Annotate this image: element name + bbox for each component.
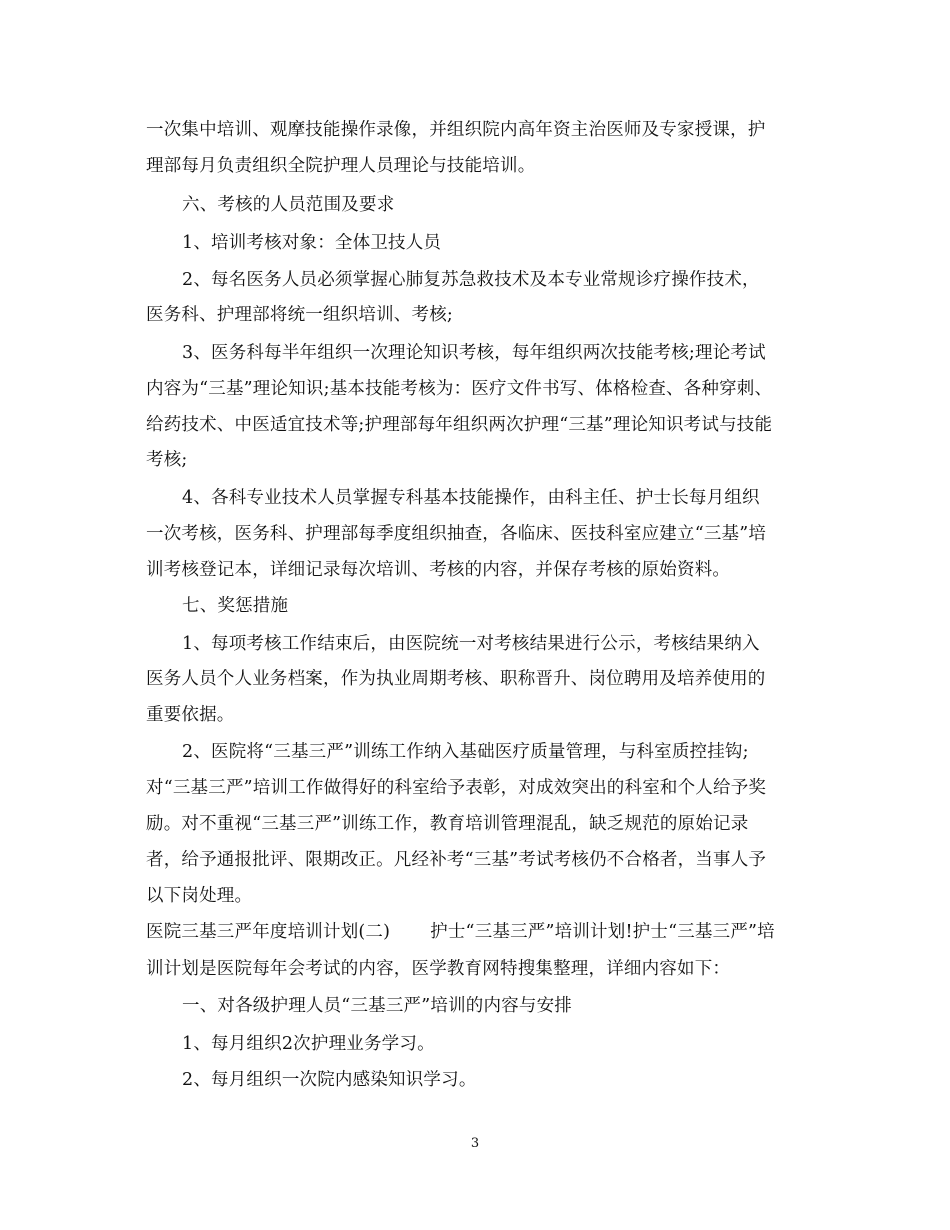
subtitle: 医院三基三严年度培训计划(二) bbox=[146, 922, 391, 942]
text-line bbox=[146, 920, 816, 944]
text-line: 1、培训考核对象：全体卫技人员 bbox=[182, 233, 442, 253]
text-line: 内容为“三基”理论知识;基本技能考核为：医疗文件书写、体格检查、各种穿刺、 bbox=[146, 379, 773, 399]
text-line: 2、每月组织一次院内感染知识学习。 bbox=[182, 1070, 477, 1090]
text-segment: 护士“三基三严”培训计划!护士“三基三严”培 bbox=[430, 922, 775, 942]
text-line: 1、每月组织2次护理业务学习。 bbox=[182, 1034, 435, 1054]
text-line: 以下岗处理。 bbox=[146, 886, 253, 906]
text-line: 重要依据。 bbox=[146, 705, 235, 725]
text-line: 医务科、护理部将统一组织培训、考核; bbox=[146, 305, 453, 325]
text-line: 2、每名医务人员必须掌握心肺复苏急救技术及本专业常规诊疗操作技术， bbox=[182, 270, 760, 290]
page-number: 3 bbox=[470, 1136, 480, 1151]
text-line: 一次考核，医务科、护理部每季度组织抽查，各临床、医技科室应建立“三基”培 bbox=[146, 524, 767, 544]
text-line: 医务人员个人业务档案，作为执业周期考核、职称晋升、岗位聘用及培养使用的 bbox=[146, 669, 766, 689]
text-line: 给药技术、中医适宜技术等;护理部每年组织两次护理“三基”理论知识考试与技能 bbox=[146, 415, 773, 435]
section-heading: 七、奖惩措施 bbox=[182, 596, 289, 616]
text-line: 理部每月负责组织全院护理人员理论与技能培训。 bbox=[146, 156, 536, 176]
text-line: 3、医务科每半年组织一次理论知识考核，每年组织两次技能考核;理论考试 bbox=[182, 343, 766, 363]
section-heading: 六、考核的人员范围及要求 bbox=[182, 195, 395, 215]
text-line: 2、医院将“三基三严”训练工作纳入基础医疗质量管理，与科室质控挂钩; bbox=[182, 742, 749, 762]
text-line: 训考核登记本，详细记录每次培训、考核的内容，并保存考核的原始资料。 bbox=[146, 560, 731, 580]
text-line: 4、各科专业技术人员掌握专科基本技能操作，由科主任、护士长每月组织 bbox=[182, 488, 760, 508]
text-line: 1、每项考核工作结束后，由医院统一对考核结果进行公示，考核结果纳入 bbox=[182, 634, 760, 654]
text-line: 对“三基三严”培训工作做得好的科室给予表彰，对成效突出的科室和个人给予奖 bbox=[146, 778, 767, 798]
text-line: 者，给予通报批评、限期改正。凡经补考“三基”考试考核仍不合格者，当事人予 bbox=[146, 850, 767, 870]
text-line: 励。对不重视“三基三严”训练工作，教育培训管理混乱，缺乏规范的原始记录 bbox=[146, 814, 749, 834]
text-line: 训计划是医院每年会考试的内容，医学教育网特搜集整理，详细内容如下： bbox=[146, 959, 731, 979]
text-line: 考核; bbox=[146, 450, 188, 470]
text-line: 一次集中培训、观摩技能操作录像，并组织院内高年资主治医师及专家授课，护 bbox=[146, 120, 766, 140]
section-heading: 一、对各级护理人员“三基三严”培训的内容与安排 bbox=[182, 996, 572, 1016]
